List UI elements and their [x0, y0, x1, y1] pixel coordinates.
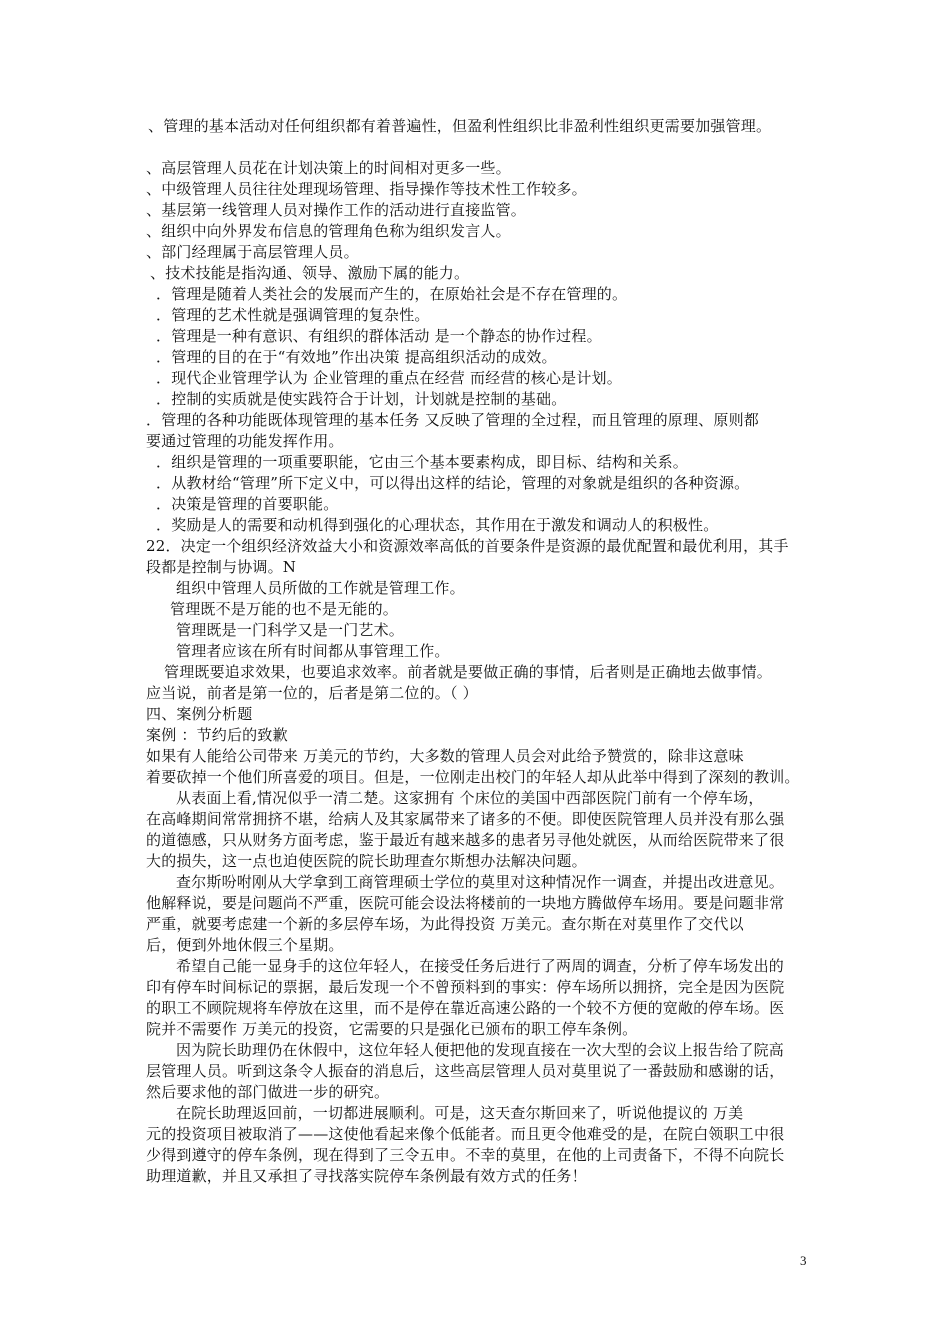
text-line: 后，便到外地休假三个星期。: [146, 936, 344, 954]
text-line: 大的损失，这一点也迫使医院的院长助理查尔斯想办法解决问题。: [146, 852, 587, 870]
text-line: 、组织中向外界发布信息的管理角色称为组织发言人。: [146, 222, 511, 240]
text-line: 从表面上看,情况似乎一清二楚。这家拥有 个床位的美国中西部医院门前有一个停车场，: [176, 789, 764, 807]
text-line: ．决策是管理的首要职能。: [156, 495, 339, 513]
text-line: 、基层第一线管理人员对操作工作的活动进行直接监管。: [146, 201, 527, 219]
text-line: ．管理是随着人类社会的发展而产生的，在原始社会是不存在管理的。: [156, 285, 628, 303]
text-line: 然后要求他的部门做进一步的研究。: [146, 1083, 390, 1101]
text-line: 、中级管理人员往往处理现场管理、指导操作等技术性工作较多。: [146, 180, 587, 198]
text-line: ．现代企业管理学认为 企业管理的重点在经营 而经营的核心是计划。: [156, 369, 622, 387]
text-line: ．组织是管理的一项重要职能，它由三个基本要素构成，即目标、结构和关系。: [156, 453, 689, 471]
text-line: 着要砍掉一个他们所喜爱的项目。但是，一位刚走出校门的年轻人却从此举中得到了深刻的教训。: [146, 768, 800, 786]
text-line: 层管理人员。听到这条令人振奋的消息后，这些高层管理人员对莫里说了一番鼓励和感谢的话，: [146, 1062, 785, 1080]
text-line: 段都是控制与协调。N: [146, 558, 297, 576]
text-line: 助理道歉，并且又承担了寻找落实院停车条例最有效方式的任务！: [146, 1167, 587, 1185]
text-line: ．管理的各种功能既体现管理的基本任务 又反映了管理的全过程，而且管理的原理、原则都: [146, 411, 759, 429]
text-line: 组织中管理人员所做的工作就是管理工作。: [176, 579, 465, 597]
text-line: ．管理的艺术性就是强调管理的复杂性。: [156, 306, 430, 324]
text-line: 应当说，前者是第一位的，后者是第二位的。（ ）: [146, 684, 478, 702]
text-line: ．从教材给“管理”所下定义中，可以得出这样的结论，管理的对象就是组织的各种资源。: [156, 474, 750, 492]
text-line: 四、案例分析题: [146, 705, 253, 723]
text-line: 管理既是一门科学又是一门艺术。: [176, 621, 405, 639]
text-line: 印有停车时间标记的票据，最后发现一个不曾预料到的事实：停车场所以拥挤，完全是因为医院: [146, 978, 785, 996]
text-line: 22．决定一个组织经济效益大小和资源效率高低的首要条件是资源的最优配置和最优利用，其手: [146, 537, 789, 555]
text-line: 、部门经理属于高层管理人员。: [146, 243, 359, 261]
text-line: 的道德感，只从财务方面考虑，鉴于最近有越来越多的患者另寻他处就医，从而给医院带来了很: [146, 831, 785, 849]
text-line: 他解释说，要是问题尚不严重，医院可能会设法将楼前的一块地方腾做停车场用。要是问题非常: [146, 894, 785, 912]
text-line: 、高层管理人员花在计划决策上的时间相对更多一些。: [146, 159, 511, 177]
text-line: 、管理的基本活动对任何组织都有着普遍性，但盈利性组织比非盈利性组织更需要加强管理。: [148, 117, 772, 135]
text-line: 案例 ：节约后的致歉: [146, 726, 288, 744]
text-line: 严重，就要考虑建一个新的多层停车场，为此得投资 万美元。查尔斯在对莫里作了交代以: [146, 915, 744, 933]
text-line: 管理既要追求效果，也要追求效率。前者就是要做正确的事情，后者则是正确地去做事情。: [164, 663, 773, 681]
text-line: 在高峰期间常常拥挤不堪，给病人及其家属带来了诸多的不便。即使医院管理人员并没有那么强: [146, 810, 785, 828]
text-line: ．管理的目的在于“有效地”作出决策 提高组织活动的成效。: [156, 348, 557, 366]
text-line: ．管理是一种有意识、有组织的群体活动 是一个静态的协作过程。: [156, 327, 602, 345]
text-line: 管理既不是万能的也不是无能的。: [170, 600, 399, 618]
text-line: ．奖励是人的需要和动机得到强化的心理状态，其作用在于激发和调动人的积极性。: [156, 516, 719, 534]
text-line: 、技术技能是指沟通、领导、激励下属的能力。: [150, 264, 470, 282]
text-line: 的职工不顾院规将车停放在这里，而不是停在靠近高速公路的一个较不方便的宽敞的停车场。医: [146, 999, 785, 1017]
text-line: 查尔斯吩咐刚从大学拿到工商管理硕士学位的莫里对这种情况作一调查，并提出改进意见。: [176, 873, 785, 891]
text-line: 要通过管理的功能发挥作用。: [146, 432, 344, 450]
page-number: 3: [800, 1253, 807, 1268]
text-line: 院并不需要作 万美元的投资，它需要的只是强化已颁布的职工停车条例。: [146, 1020, 638, 1038]
text-line: ．控制的实质就是使实践符合于计划，计划就是控制的基础。: [156, 390, 567, 408]
text-line: 少得到遵守的停车条例，现在得到了三令五申。不幸的莫里，在他的上司责备下，不得不向院长: [146, 1146, 785, 1164]
text-line: 因为院长助理仍在休假中，这位年轻人便把他的发现直接在一次大型的会议上报告给了院高: [176, 1041, 785, 1059]
text-line: 希望自己能一显身手的这位年轻人，在接受任务后进行了两周的调查，分析了停车场发出的: [176, 957, 785, 975]
text-line: 如果有人能给公司带来 万美元的节约，大多数的管理人员会对此给予赞赏的，除非这意味: [146, 747, 744, 765]
text-line: 在院长助理返回前，一切都进展顺利。可是，这天查尔斯回来了，听说他提议的 万美: [176, 1104, 744, 1122]
text-line: 元的投资项目被取消了——这使他看起来像个低能者。而且更令他难受的是，在院白领职工中很: [146, 1125, 785, 1143]
text-line: 管理者应该在所有时间都从事管理工作。: [176, 642, 450, 660]
